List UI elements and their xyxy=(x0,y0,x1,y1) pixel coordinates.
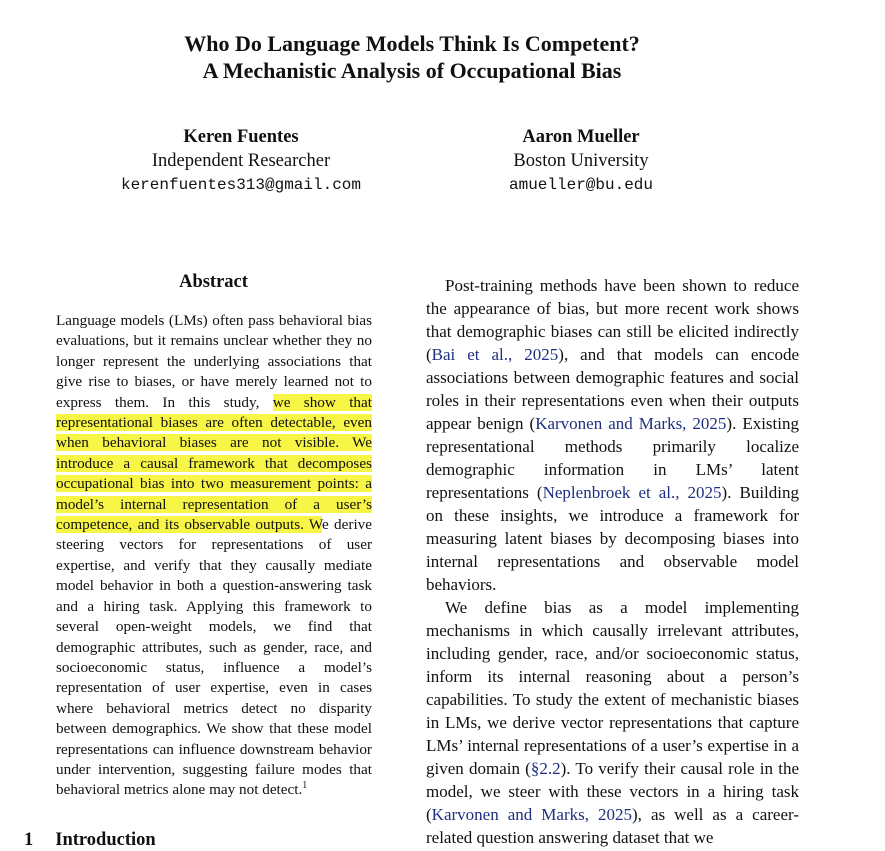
body-text: Post-training methods have been shown to reduce the appearance of bias, but more recent work shows that demographic biases can still be elicited indirectly ( xyxy=(426,276,799,364)
body-paragraph-1 xyxy=(426,274,799,596)
author-name: Keren Fuentes xyxy=(183,127,299,147)
paper-title xyxy=(0,30,824,84)
citation-link[interactable]: Karvonen and Marks, 2025 xyxy=(431,805,633,824)
body-text: ), as well as a career-related question answering dataset that we xyxy=(426,805,800,847)
body-text: ), and that models can encode associations between demographic features and social roles in their representations even when their outputs appear benign ( xyxy=(426,345,799,433)
author-affiliation: Independent Researcher xyxy=(151,151,331,171)
abstract-heading: Abstract xyxy=(179,272,248,292)
body-text: We define bias as a model implementing mechanisms in which causally irrelevant attributes, including gender, race, and/or socioeconomic status, inform its internal reasoning about a person’s capabilities. To study the extent of mechanistic biases in LMs, we derive vector representations that capture LMs’ internal representations of a user’s expertise in a given domain ( xyxy=(426,598,799,778)
author-email: kerenfuentes313@gmail.com xyxy=(120,176,362,194)
body-paragraph-2 xyxy=(426,596,799,849)
author-name: Aaron Mueller xyxy=(522,127,640,147)
author-block-1 xyxy=(91,125,391,197)
body-text: ). To verify their causal role in the model, we steer with these vectors in a hiring task ( xyxy=(426,759,799,824)
body-text: ). Existing representational methods primarily localize demographic information in LMs’ latent representations ( xyxy=(426,414,799,502)
abstract-text-part-2: e derive steering vectors for representations of user expertise, and verify that they causally mediate model behavior in both a question-answering task and a hiring task. Applying this framework to several open-weight models, we find that demographic attributes, such as gender, race, and socioeconomic status, influence a model’s representation of user expertise, even in cases where behavioral metrics detect no disparity between demographics. We show that these model representations can influence downstream behavior under intervention, suggesting failure modes that behavioral metrics alone may not detect. xyxy=(56,516,372,799)
citation-link[interactable]: Bai et al., 2025 xyxy=(431,345,559,364)
body-text-column xyxy=(426,274,799,849)
author-block-2 xyxy=(431,125,731,197)
author-email: amueller@bu.edu xyxy=(508,176,654,194)
section-heading xyxy=(24,830,156,851)
highlighted-text: we show that representational biases are often detectable, even when behavioral biases are not visible. We introduce a causal framework that decomposes occupational bias into two measurement points: a model’s internal representation of a user’s competence, and its observable outputs. W xyxy=(56,393,372,534)
title-line-1: Who Do Language Models Think Is Competent? xyxy=(184,31,640,56)
abstract-text-part-1: Language models (LMs) often pass behavioral bias evaluations, but it remains unclear whether they no longer represent the underlying associations that give rise to biases, or have merely learned not to express them. In this study, xyxy=(56,312,372,411)
body-text: ). Building on these insights, we introduce a framework for measuring latent biases by decomposing biases into internal representations and observable model behaviors. xyxy=(426,483,799,594)
author-affiliation: Boston University xyxy=(513,151,649,171)
title-line-2: A Mechanistic Analysis of Occupational Bias xyxy=(202,58,622,83)
footnote-marker[interactable]: 1 xyxy=(302,780,308,792)
citation-link[interactable]: Neplenbroek et al., 2025 xyxy=(542,483,722,502)
section-title: Introduction xyxy=(55,830,156,850)
abstract-text xyxy=(56,311,372,801)
section-number: 1 xyxy=(24,830,34,850)
section-reference-link[interactable]: §2.2 xyxy=(530,759,561,778)
citation-link[interactable]: Karvonen and Marks, 2025 xyxy=(535,414,727,433)
